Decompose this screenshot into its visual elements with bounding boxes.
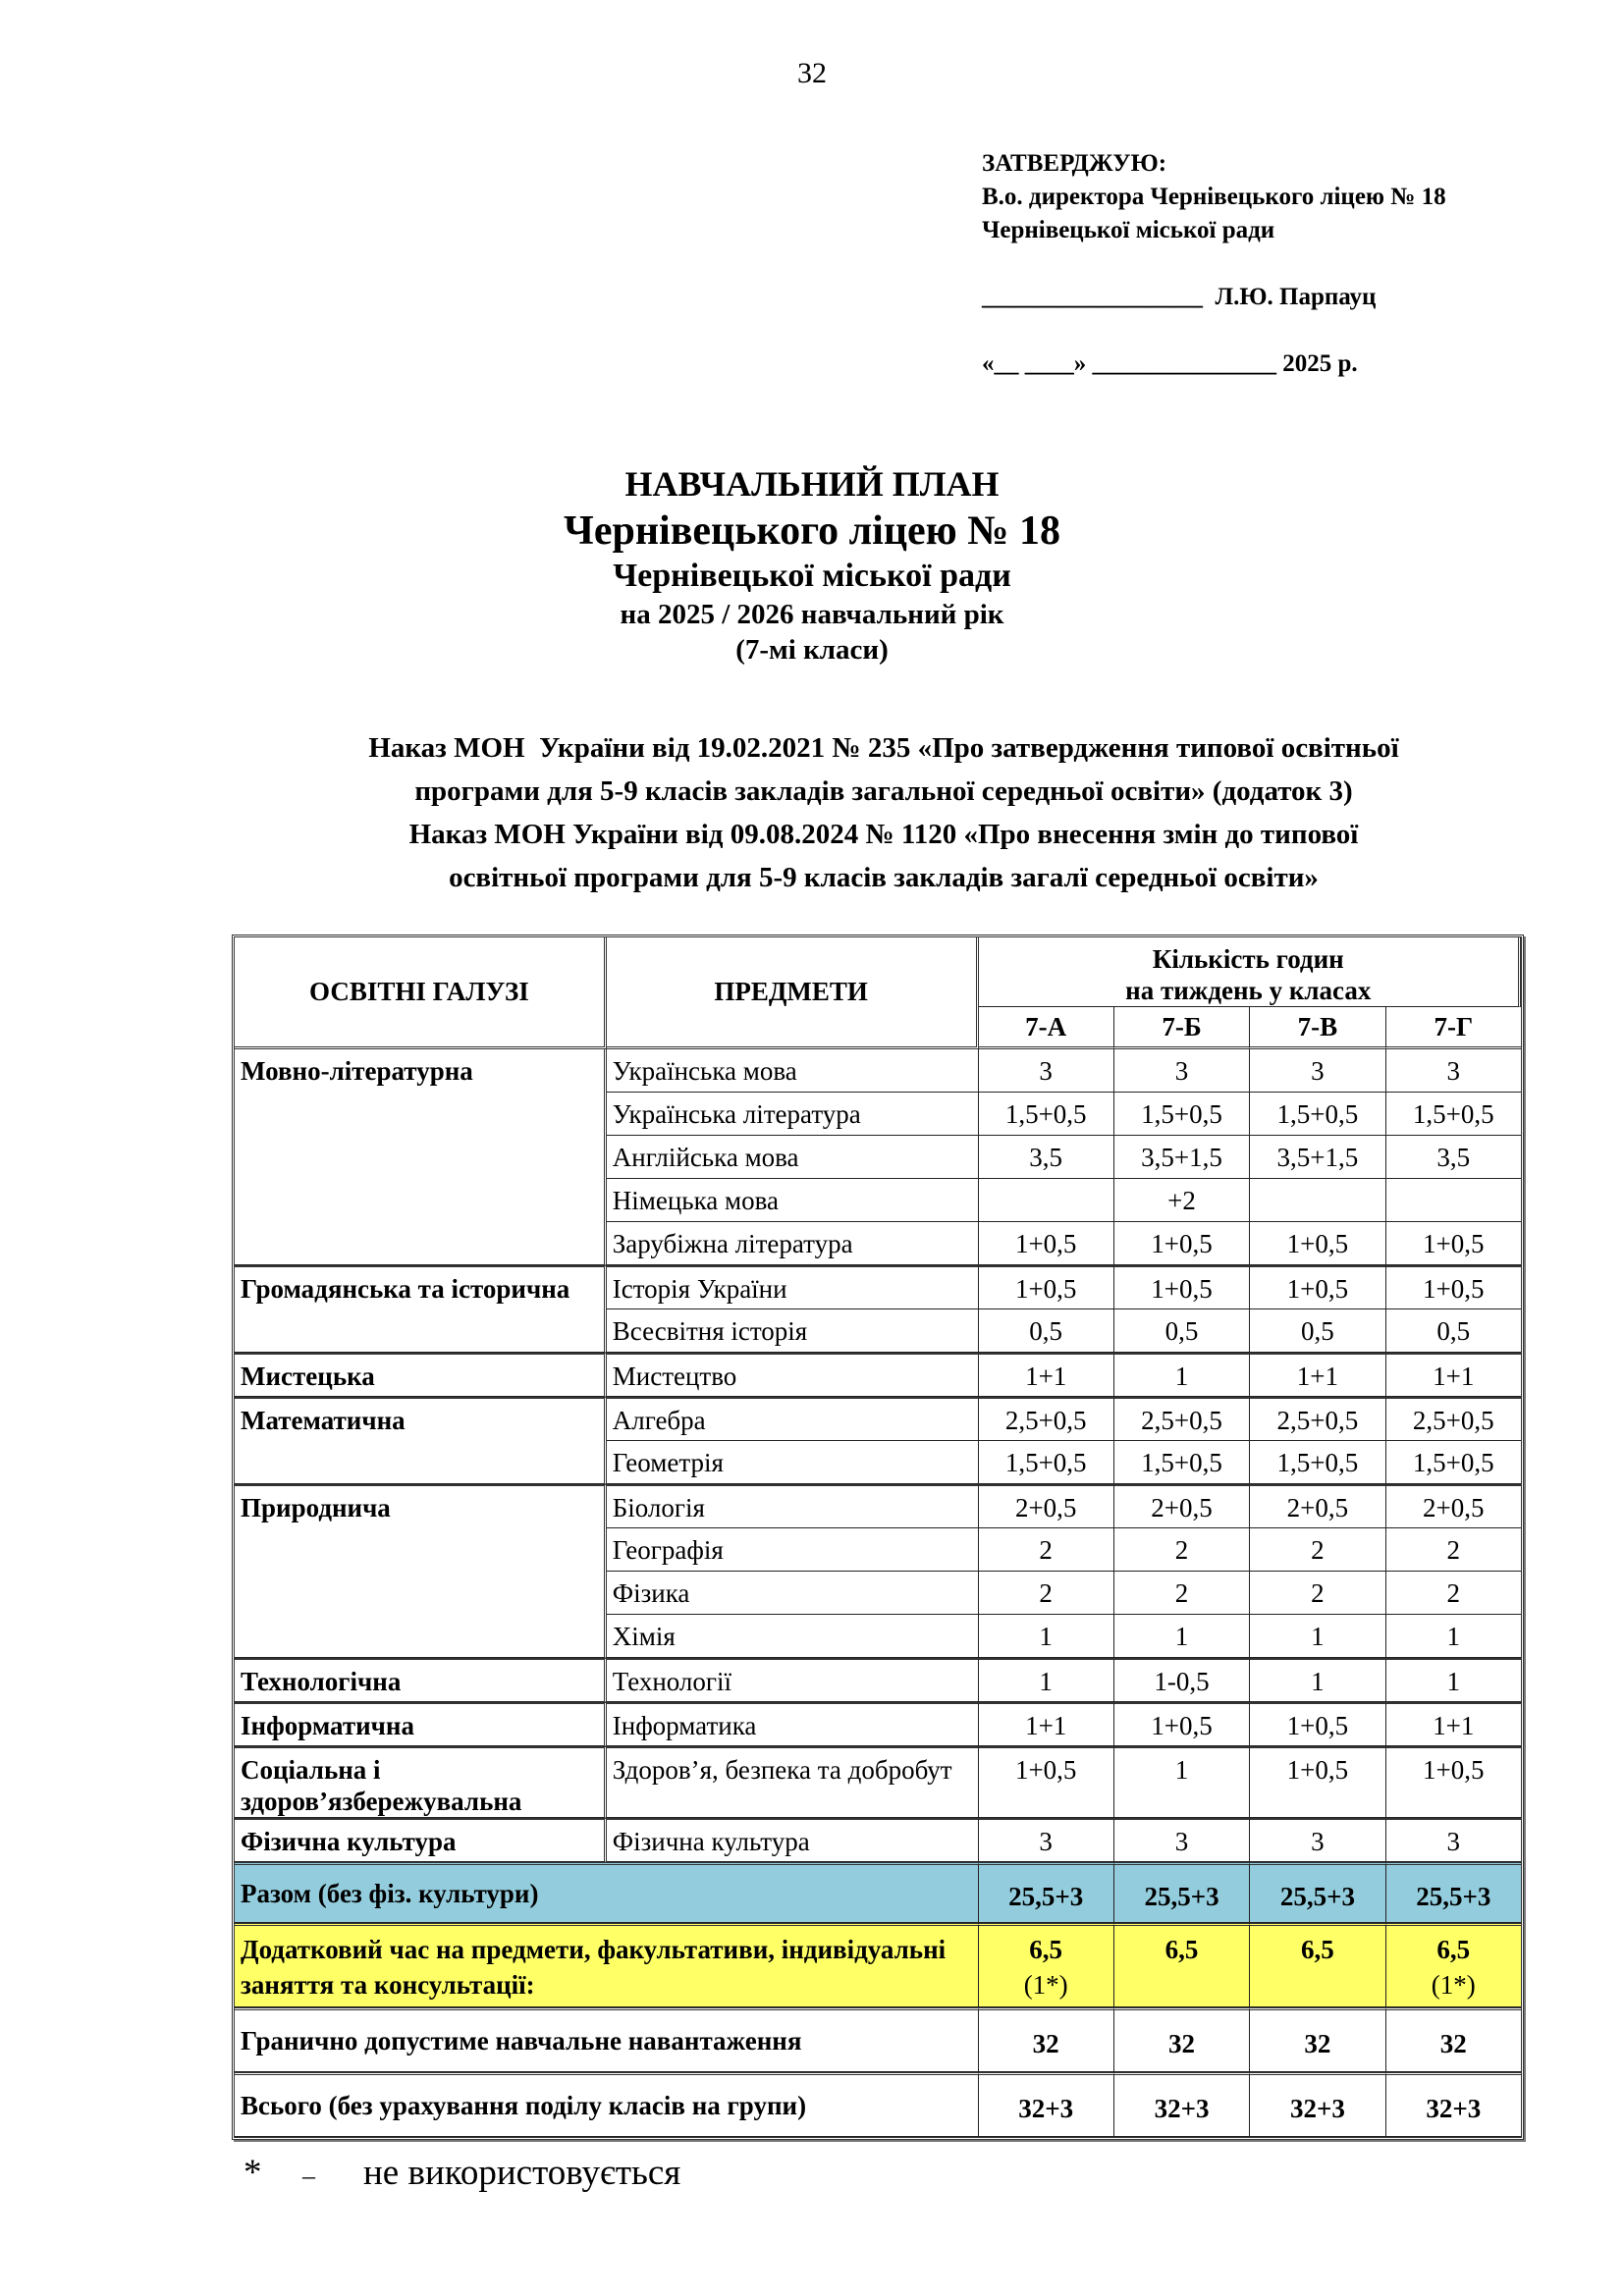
order-line-2: програми для 5-9 класів закладів загальної середньої освіти» (додаток 3) [414, 775, 1353, 807]
hours-cell-7g: 1+0,5 [1386, 1265, 1521, 1309]
page-number: 32 [797, 57, 827, 89]
hours-cell-7v: 2,5+0,5 [1250, 1397, 1385, 1441]
hours-cell-7a: 3 [979, 1818, 1114, 1862]
total-row [235, 2072, 1521, 2137]
extra-hours-row-value-text: 6,5 [1301, 1935, 1334, 1964]
footnote-symbol: * [244, 2153, 262, 2193]
hours-cell-7b: 1-0,5 [1114, 1658, 1250, 1702]
max-load-row-value-7a [979, 2007, 1114, 2072]
subject-cell: Англійська мова [607, 1136, 979, 1179]
extra-hours-row-value-7g [1386, 1923, 1521, 2007]
subject-cell: Всесвітня історія [607, 1309, 979, 1353]
sum-row-value-text: 25,5+3 [1008, 1882, 1084, 1911]
hours-cell-7b: 1+0,5 [1114, 1265, 1250, 1309]
hours-cell-7v: 1+1 [1250, 1353, 1385, 1397]
sum-row-value-7b [1114, 1862, 1250, 1923]
table-row [235, 1484, 1521, 1528]
footnote-text: не використовується [363, 2153, 681, 2193]
order-line-3: Наказ МОН України від 09.08.2024 № 1120 «Про внесення змін до типової [408, 819, 1359, 850]
hours-cell-7a: 3 [979, 1049, 1114, 1093]
header-hours-line-1: Кількість годин [1152, 944, 1344, 974]
title-line-5: (7-мі класи) [735, 634, 889, 666]
orders-references [245, 726, 1522, 899]
area-cell: Соціальна і здоров’язбережувальна [235, 1746, 607, 1818]
hours-cell-7g: 2 [1386, 1572, 1521, 1615]
hours-cell-7a: 2 [979, 1572, 1114, 1615]
total-row-value-7g [1386, 2072, 1521, 2137]
hours-cell-7v: 1,5+0,5 [1250, 1441, 1385, 1484]
subject-cell: Геометрія [607, 1441, 979, 1484]
hours-cell-7b: 1 [1114, 1746, 1250, 1818]
header-areas: ОСВІТНІ ГАЛУЗІ [235, 937, 607, 1049]
hours-cell-7v: 3 [1250, 1818, 1385, 1862]
hours-cell-7g: 2+0,5 [1386, 1484, 1521, 1528]
hours-cell-7a [979, 1179, 1114, 1222]
hours-cell-7g: 3 [1386, 1049, 1521, 1093]
area-cell: Мовно-літературна [235, 1049, 607, 1265]
header-class-7a: 7-А [979, 1007, 1114, 1049]
hours-cell-7g: 1+0,5 [1386, 1746, 1521, 1818]
hours-cell-7a: 1 [979, 1658, 1114, 1702]
hours-cell-7g: 1+1 [1386, 1702, 1521, 1746]
sum-row-value-7v [1250, 1862, 1385, 1923]
hours-cell-7g [1386, 1179, 1521, 1222]
table-row [235, 1397, 1521, 1441]
subject-cell: Інформатика [607, 1702, 979, 1746]
sum-row-value-text: 25,5+3 [1144, 1882, 1219, 1911]
hours-cell-7v [1250, 1179, 1385, 1222]
document-title [0, 461, 1624, 667]
subject-cell: Біологія [607, 1484, 979, 1528]
subject-cell: Українська мова [607, 1049, 979, 1093]
subject-cell: Географія [607, 1528, 979, 1572]
hours-cell-7g: 2,5+0,5 [1386, 1397, 1521, 1441]
hours-cell-7a: 2+0,5 [979, 1484, 1114, 1528]
hours-cell-7b: 1 [1114, 1353, 1250, 1397]
total-row-value-7a [979, 2072, 1114, 2137]
hours-cell-7b: 1 [1114, 1615, 1250, 1658]
subject-cell: Здоров’я, безпека та добробут [607, 1746, 979, 1818]
area-cell: Мистецька [235, 1353, 607, 1397]
subject-cell: Технології [607, 1658, 979, 1702]
footnote-dash: – [302, 2161, 315, 2190]
footnote [244, 2152, 680, 2194]
hours-cell-7g: 1,5+0,5 [1386, 1441, 1521, 1484]
hours-cell-7v: 2+0,5 [1250, 1484, 1385, 1528]
hours-cell-7v: 0,5 [1250, 1309, 1385, 1353]
hours-cell-7v: 1+0,5 [1250, 1222, 1385, 1265]
order-line-4: освітньої програми для 5-9 класів закладів загалї середньої освіти» [449, 862, 1319, 893]
order-line-1: Наказ МОН України від 19.02.2021 № 235 «Про затвердження типової освітньої [368, 732, 1399, 764]
hours-cell-7a: 2 [979, 1528, 1114, 1572]
subject-cell: Німецька мова [607, 1179, 979, 1222]
header-hours [979, 937, 1522, 1007]
hours-cell-7v: 2 [1250, 1572, 1385, 1615]
date-line: «__ ____» _______________ 2025 р. [982, 350, 1358, 377]
hours-cell-7b: 1+0,5 [1114, 1222, 1250, 1265]
max-load-row [235, 2007, 1521, 2072]
approval-block [982, 147, 1446, 381]
extra-hours-row-value-7a [979, 1923, 1114, 2007]
sum-row-value-7g [1386, 1862, 1521, 1923]
table-row [235, 1746, 1521, 1818]
subject-cell: Хімія [607, 1615, 979, 1658]
hours-cell-7b: 2 [1114, 1572, 1250, 1615]
hours-cell-7b: +2 [1114, 1179, 1250, 1222]
total-row-value-7b [1114, 2072, 1250, 2137]
extra-hours-row-value-7v [1250, 1923, 1385, 2007]
hours-cell-7a: 1+0,5 [979, 1265, 1114, 1309]
total-row-value-7v [1250, 2072, 1385, 2137]
hours-cell-7b: 1,5+0,5 [1114, 1093, 1250, 1136]
hours-cell-7g: 1+0,5 [1386, 1222, 1521, 1265]
title-line-1: НАВЧАЛЬНИЙ ПЛАН [624, 464, 1000, 504]
hours-cell-7b: 1,5+0,5 [1114, 1441, 1250, 1484]
hours-cell-7v: 1+0,5 [1250, 1702, 1385, 1746]
signature-line: __________________ Л.Ю. Парпауц [982, 284, 1377, 310]
hours-cell-7v: 1 [1250, 1615, 1385, 1658]
hours-cell-7a: 1+0,5 [979, 1746, 1114, 1818]
max-load-row-value-text: 32 [1032, 2029, 1059, 2058]
header-class-7v: 7-В [1250, 1007, 1385, 1049]
hours-cell-7a: 0,5 [979, 1309, 1114, 1353]
hours-cell-7v: 1+0,5 [1250, 1265, 1385, 1309]
total-row-label: Всього (без урахування поділу класів на групи) [235, 2072, 979, 2137]
header-class-7b: 7-Б [1114, 1007, 1250, 1049]
approval-position: В.о. директора Чернівецького ліцею № 18 [982, 184, 1446, 210]
area-cell: Громадянська та історична [235, 1265, 607, 1353]
title-line-3: Чернівецької міської ради [613, 558, 1011, 594]
header-subjects: ПРЕДМЕТИ [607, 937, 979, 1049]
max-load-row-value-7b [1114, 2007, 1250, 2072]
subject-cell: Алгебра [607, 1397, 979, 1441]
table-row [235, 1658, 1521, 1702]
area-cell: Технологічна [235, 1658, 607, 1702]
hours-cell-7a: 1,5+0,5 [979, 1441, 1114, 1484]
area-cell: Інформатична [235, 1702, 607, 1746]
hours-cell-7b: 2,5+0,5 [1114, 1397, 1250, 1441]
hours-cell-7b: 1+0,5 [1114, 1702, 1250, 1746]
subject-cell: Історія України [607, 1265, 979, 1309]
title-line-4: на 2025 / 2026 навчальний рік [620, 599, 1004, 630]
hours-cell-7g: 1 [1386, 1658, 1521, 1702]
hours-cell-7b: 2+0,5 [1114, 1484, 1250, 1528]
table-row [235, 1818, 1521, 1862]
extra-hours-row-label: Додатковий час на предмети, факультативи, індивідуальні заняття та консультації: [235, 1923, 979, 2007]
hours-cell-7b: 3 [1114, 1049, 1250, 1093]
hours-cell-7b: 3 [1114, 1818, 1250, 1862]
hours-cell-7g: 3 [1386, 1818, 1521, 1862]
hours-cell-7a: 1+1 [979, 1353, 1114, 1397]
hours-cell-7b: 2 [1114, 1528, 1250, 1572]
area-cell: Математична [235, 1397, 607, 1484]
hours-cell-7v: 3,5+1,5 [1250, 1136, 1385, 1179]
hours-cell-7g: 1+1 [1386, 1353, 1521, 1397]
sum-row-value-text: 25,5+3 [1279, 1882, 1355, 1911]
total-row-value-text: 32+3 [1426, 2094, 1482, 2123]
hours-cell-7a: 3,5 [979, 1136, 1114, 1179]
extra-hours-row-value-text: 6,5 [1164, 1935, 1199, 1964]
max-load-row-value-text: 32 [1439, 2029, 1467, 2058]
approval-heading: ЗАТВЕРДЖУЮ: [982, 150, 1167, 177]
table-row [235, 1265, 1521, 1309]
hours-cell-7a: 1,5+0,5 [979, 1093, 1114, 1136]
hours-cell-7b: 3,5+1,5 [1114, 1136, 1250, 1179]
sum-row-label: Разом (без фіз. культури) [235, 1862, 979, 1923]
max-load-row-value-text: 32 [1168, 2029, 1196, 2058]
total-row-value-text: 32+3 [1289, 2094, 1345, 2123]
header-class-7g: 7-Г [1386, 1007, 1521, 1049]
hours-cell-7v: 2 [1250, 1528, 1385, 1572]
table-row [235, 1049, 1521, 1093]
curriculum-table [232, 934, 1524, 2140]
hours-cell-7g: 0,5 [1386, 1309, 1521, 1353]
table-row [235, 1702, 1521, 1746]
hours-cell-7a: 2,5+0,5 [979, 1397, 1114, 1441]
subject-cell: Фізика [607, 1572, 979, 1615]
header-hours-line-2: на тиждень у класах [1125, 976, 1372, 1005]
hours-cell-7g: 2 [1386, 1528, 1521, 1572]
total-row-value-text: 32+3 [1154, 2094, 1210, 2123]
extra-hours-row [235, 1923, 1521, 2007]
approval-organization: Чернівецької міської ради [982, 217, 1275, 243]
hours-cell-7a: 1+1 [979, 1702, 1114, 1746]
hours-cell-7g: 1 [1386, 1615, 1521, 1658]
sum-row [235, 1862, 1521, 1923]
hours-cell-7g: 3,5 [1386, 1136, 1521, 1179]
sum-row-value-text: 25,5+3 [1416, 1882, 1491, 1911]
title-line-2: Чернівецького ліцею № 18 [564, 508, 1060, 554]
subject-cell: Зарубіжна література [607, 1222, 979, 1265]
hours-cell-7v: 1 [1250, 1658, 1385, 1702]
footnote-marker: (1*) [1431, 1970, 1476, 2000]
extra-hours-row-value-7b [1114, 1923, 1250, 2007]
hours-cell-7a: 1 [979, 1615, 1114, 1658]
subject-cell: Українська література [607, 1093, 979, 1136]
max-load-row-value-7g [1386, 2007, 1521, 2072]
table-row [235, 1353, 1521, 1397]
subject-cell: Мистецтво [607, 1353, 979, 1397]
subject-cell: Фізична культура [607, 1818, 979, 1862]
extra-hours-row-value-text: 6,5 [1029, 1935, 1063, 1964]
extra-hours-row-value-text: 6,5 [1436, 1935, 1471, 1964]
total-row-value-text: 32+3 [1018, 2094, 1074, 2123]
sum-row-value-7a [979, 1862, 1114, 1923]
max-load-row-value-text: 32 [1304, 2029, 1331, 2058]
hours-cell-7g: 1,5+0,5 [1386, 1093, 1521, 1136]
hours-cell-7v: 3 [1250, 1049, 1385, 1093]
max-load-row-value-7v [1250, 2007, 1385, 2072]
area-cell: Природнича [235, 1484, 607, 1658]
hours-cell-7a: 1+0,5 [979, 1222, 1114, 1265]
hours-cell-7b: 0,5 [1114, 1309, 1250, 1353]
hours-cell-7v: 1,5+0,5 [1250, 1093, 1385, 1136]
area-cell: Фізична культура [235, 1818, 607, 1862]
footnote-marker: (1*) [1023, 1970, 1068, 2000]
max-load-row-label: Гранично допустиме навчальне навантаження [235, 2007, 979, 2072]
hours-cell-7v: 1+0,5 [1250, 1746, 1385, 1818]
